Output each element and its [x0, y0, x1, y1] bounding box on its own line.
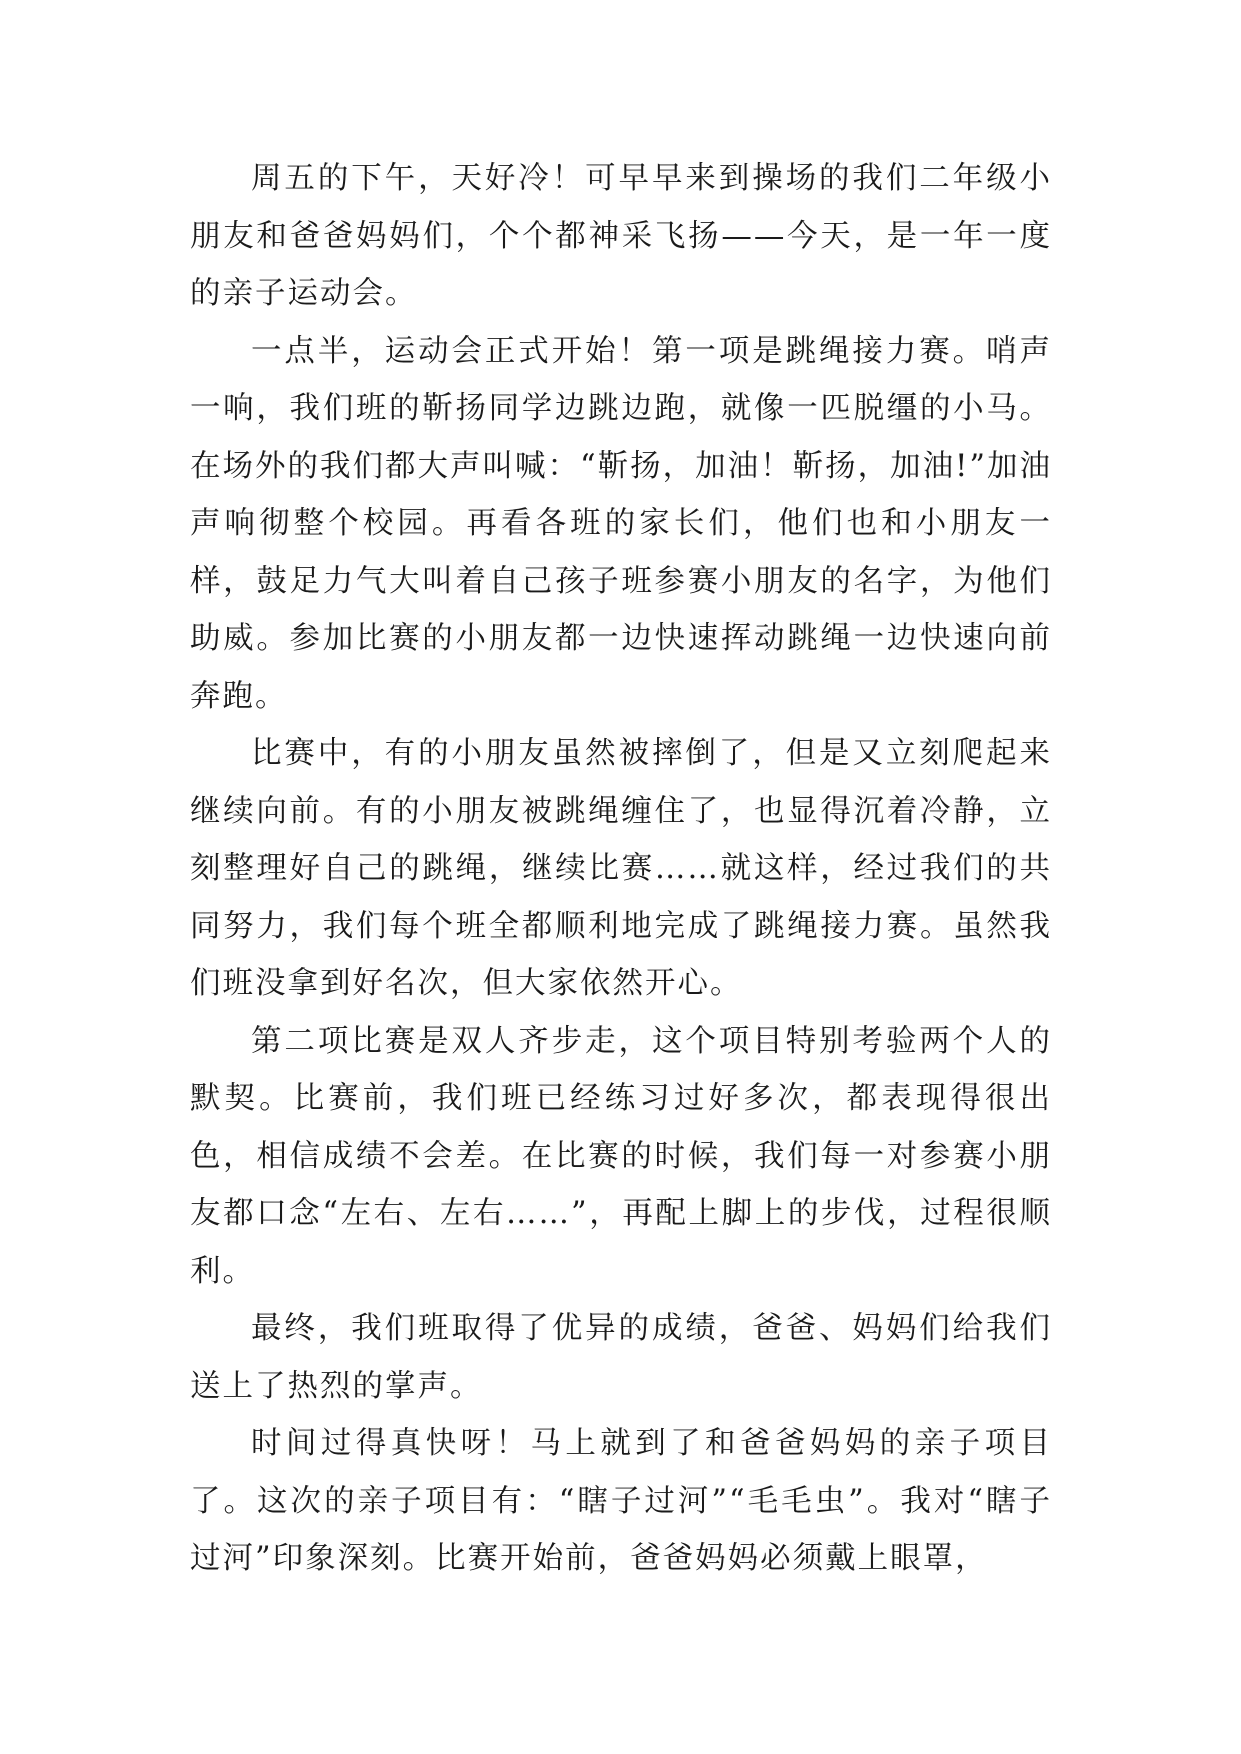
- paragraph-1: 周五的下午，天好冷！可早早来到操场的我们二年级小朋友和爸爸妈妈们，个个都神采飞扬——今天，是一年一度的亲子运动会。: [190, 161, 1052, 311]
- paragraph-5: 最终，我们班取得了优异的成绩，爸爸、妈妈们给我们送上了热烈的掌声。: [190, 1311, 1052, 1404]
- paragraph-3: 比赛中，有的小朋友虽然被摔倒了，但是又立刻爬起来继续向前。有的小朋友被跳绳缠住了，也显得沉着冷静，立刻整理好自己的跳绳，继续比赛……就这样，经过我们的共同努力，我们每个班全都顺利地完成了跳绳接力赛。虽然我们班没拿到好名次，但大家依然开心。: [190, 736, 1052, 1001]
- paragraph-4: 第二项比赛是双人齐步走，这个项目特别考验两个人的默契。比赛前，我们班已经练习过好多次，都表现得很出色，相信成绩不会差。在比赛的时候，我们每一对参赛小朋友都口念“左右、左右……”，再配上脚上的步伐，过程很顺利。: [190, 1023, 1052, 1289]
- paragraph-6: 时间过得真快呀！马上就到了和爸爸妈妈的亲子项目了。这次的亲子项目有：“瞎子过河”“毛毛虫”。我对“瞎子过河”印象深刻。比赛开始前，爸爸妈妈必须戴上眼罩，: [190, 1426, 1052, 1576]
- paragraph-2: 一点半，运动会正式开始！第一项是跳绳接力赛。哨声一响，我们班的靳扬同学边跳边跑，就像一匹脱缰的小马。在场外的我们都大声叫喊：“靳扬，加油！靳扬，加油!”加油声响彻整个校园。再看各班的家长们，他们也和小朋友一样，鼓足力气大叫着自己孩子班参赛小朋友的名字，为他们助威。参加比赛的小朋友都一边快速挥动跳绳一边快速向前奔跑。: [190, 333, 1052, 714]
- article-body: [190, 150, 1052, 1588]
